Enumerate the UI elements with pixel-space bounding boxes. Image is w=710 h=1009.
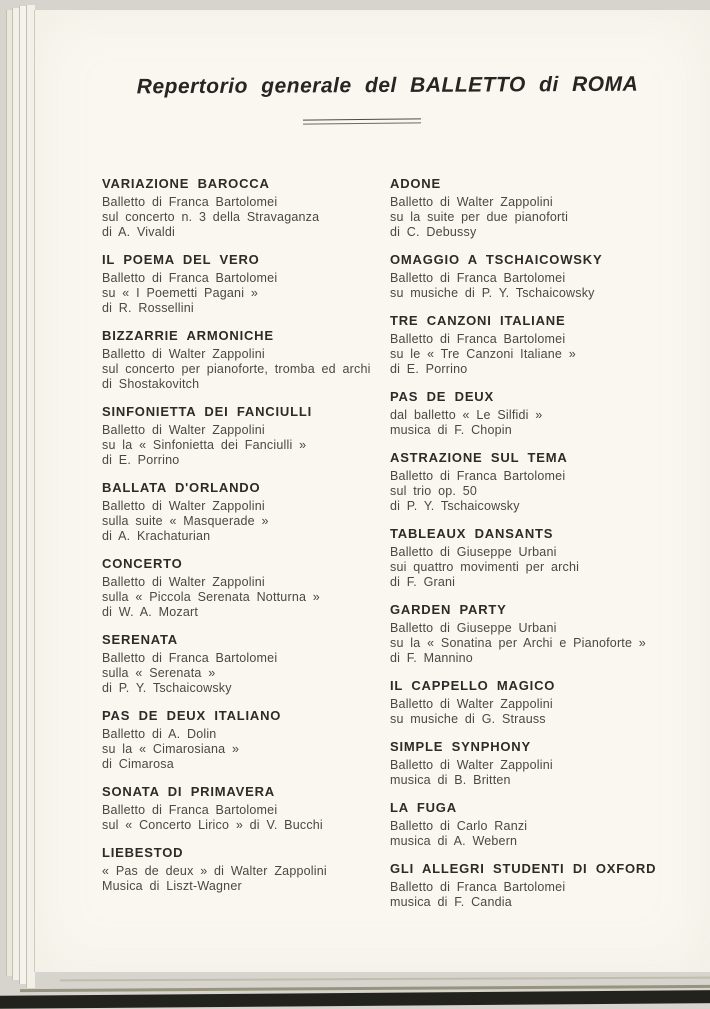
entry-line: sul concerto n. 3 della Stravaganza <box>102 210 320 224</box>
entry-lines <box>390 819 702 849</box>
repertoire-entry <box>102 845 390 894</box>
entry-line: sulla suite « Masquerade » <box>102 514 269 528</box>
entry-line: sul trio op. 50 <box>390 484 478 498</box>
entry-title: VARIAZIONE BAROCCA <box>102 176 270 191</box>
entry-line: Balletto di Giuseppe Urbani <box>390 621 557 635</box>
entry-line: su la « Cimarosiana » <box>102 742 240 756</box>
entry-line: su la « Sonatina per Archi e Pianoforte » <box>390 636 646 650</box>
entry-line: di A. Krachaturian <box>102 529 211 543</box>
repertoire-entry <box>390 176 702 240</box>
repertoire-entry <box>102 784 390 833</box>
entry-line: di C. Debussy <box>390 225 477 239</box>
document-page <box>34 10 710 972</box>
repertoire-columns <box>102 176 702 922</box>
entry-title: OMAGGIO A TSCHAICOWSKY <box>390 252 603 267</box>
repertoire-entry <box>102 480 390 544</box>
entry-line: Balletto di Franca Bartolomei <box>102 651 278 665</box>
repertoire-entry <box>102 328 390 392</box>
entry-line: di W. A. Mozart <box>102 605 199 619</box>
entry-lines <box>102 195 390 240</box>
entry-line: Balletto di Walter Zappolini <box>390 758 553 772</box>
entry-lines <box>102 347 390 392</box>
entry-lines <box>390 271 702 301</box>
entry-line: di A. Vivaldi <box>102 225 175 239</box>
repertoire-entry <box>102 252 390 316</box>
repertoire-entry <box>102 176 390 240</box>
entry-line: Balletto di Carlo Ranzi <box>390 819 528 833</box>
entry-line: Balletto di Franca Bartolomei <box>102 271 278 285</box>
entry-title: PAS DE DEUX <box>390 389 494 404</box>
entry-line: Balletto di Walter Zappolini <box>102 575 265 589</box>
repertoire-entry <box>102 708 390 772</box>
entry-title: LA FUGA <box>390 800 457 815</box>
repertoire-entry <box>102 404 390 468</box>
entry-line: musica di F. Candia <box>390 895 512 909</box>
entry-line: sulla « Serenata » <box>102 666 216 680</box>
repertoire-entry <box>390 389 702 438</box>
repertoire-entry <box>390 678 702 727</box>
repertoire-entry <box>102 632 390 696</box>
entry-line: sul « Concerto Lirico » di V. Bucchi <box>102 818 323 832</box>
entry-line: musica di A. Webern <box>390 834 518 848</box>
entry-lines <box>102 727 390 772</box>
repertoire-entry <box>390 526 702 590</box>
repertoire-entry <box>390 800 702 849</box>
entry-line: Balletto di Walter Zappolini <box>102 347 265 361</box>
entry-line: su la suite per due pianoforti <box>390 210 569 224</box>
entry-line: di E. Porrino <box>390 362 468 376</box>
entry-lines <box>390 621 702 666</box>
entry-line: Musica di Liszt-Wagner <box>102 879 242 893</box>
entry-line: Balletto di Walter Zappolini <box>102 499 265 513</box>
entry-title: CONCERTO <box>102 556 183 571</box>
repertoire-entry <box>390 450 702 514</box>
entry-lines <box>390 880 702 910</box>
entry-title: IL POEMA DEL VERO <box>102 252 260 267</box>
entry-line: Balletto di Franca Bartolomei <box>390 469 566 483</box>
entry-line: su le « Tre Canzoni Italiane » <box>390 347 576 361</box>
entry-title: GLI ALLEGRI STUDENTI DI OXFORD <box>390 861 657 876</box>
entry-line: sul concerto per pianoforte, tromba ed archi <box>102 362 371 376</box>
entry-line: Balletto di A. Dolin <box>102 727 217 741</box>
entry-lines <box>390 408 702 438</box>
entry-line: sulla « Piccola Serenata Notturna » <box>102 590 320 604</box>
entry-line: musica di F. Chopin <box>390 423 512 437</box>
entry-lines <box>390 697 702 727</box>
entry-lines <box>390 758 702 788</box>
entry-title: TRE CANZONI ITALIANE <box>390 313 566 328</box>
entry-title: IL CAPPELLO MAGICO <box>390 678 556 693</box>
repertoire-entry <box>390 861 702 910</box>
entry-lines <box>102 423 390 468</box>
entry-line: di E. Porrino <box>102 453 180 467</box>
column-left <box>102 176 390 922</box>
entry-title: SERENATA <box>102 632 178 647</box>
page-title: Repertorio generale del BALLETTO di ROMA <box>136 72 639 99</box>
entry-line: musica di B. Britten <box>390 773 511 787</box>
entry-line: Balletto di Franca Bartolomei <box>102 195 278 209</box>
entry-line: su musiche di G. Strauss <box>390 712 546 726</box>
entry-line: di F. Mannino <box>390 651 473 665</box>
entry-line: Balletto di Franca Bartolomei <box>390 880 566 894</box>
entry-line: di P. Y. Tschaicowsky <box>390 499 520 513</box>
entry-lines <box>102 651 390 696</box>
repertoire-entry <box>102 556 390 620</box>
entry-lines <box>102 575 390 620</box>
entry-lines <box>390 332 702 377</box>
entry-line: Balletto di Franca Bartolomei <box>390 332 566 346</box>
entry-line: di R. Rossellini <box>102 301 194 315</box>
entry-lines <box>102 271 390 316</box>
entry-line: dal balletto « Le Silfidi » <box>390 408 543 422</box>
entry-title: BALLATA D'ORLANDO <box>102 480 261 495</box>
repertoire-entry <box>390 252 702 301</box>
title-rule <box>302 118 420 124</box>
entry-title: SIMPLE SYNPHONY <box>390 739 531 754</box>
repertoire-entry <box>390 739 702 788</box>
entry-title: GARDEN PARTY <box>390 602 507 617</box>
entry-line: Balletto di Franca Bartolomei <box>102 803 278 817</box>
entry-line: su musiche di P. Y. Tschaicowsky <box>390 286 595 300</box>
entry-title: SINFONIETTA DEI FANCIULLI <box>102 404 312 419</box>
entry-line: sui quattro movimenti per archi <box>390 560 580 574</box>
entry-lines <box>390 469 702 514</box>
entry-line: di P. Y. Tschaicowsky <box>102 681 232 695</box>
page-edge-line <box>60 977 710 982</box>
entry-line: Balletto di Walter Zappolini <box>390 195 553 209</box>
entry-line: di F. Grani <box>390 575 456 589</box>
entry-lines <box>102 499 390 544</box>
entry-title: ASTRAZIONE SUL TEMA <box>390 450 568 465</box>
entry-title: BIZZARRIE ARMONICHE <box>102 328 274 343</box>
entry-lines <box>102 803 390 833</box>
entry-lines <box>390 545 702 590</box>
entry-line: di Cimarosa <box>102 757 174 771</box>
repertoire-entry <box>390 602 702 666</box>
entry-lines <box>102 864 390 894</box>
entry-line: su la « Sinfonietta dei Fanciulli » <box>102 438 307 452</box>
repertoire-entry <box>390 313 702 377</box>
entry-title: ADONE <box>390 176 441 191</box>
entry-line: su « I Poemetti Pagani » <box>102 286 258 300</box>
entry-line: « Pas de deux » di Walter Zappolini <box>102 864 327 878</box>
entry-title: PAS DE DEUX ITALIANO <box>102 708 282 723</box>
entry-title: TABLEAUX DANSANTS <box>390 526 554 541</box>
entry-line: di Shostakovitch <box>102 377 200 391</box>
entry-line: Balletto di Walter Zappolini <box>390 697 553 711</box>
entry-title: LIEBESTOD <box>102 845 184 860</box>
entry-line: Balletto di Franca Bartolomei <box>390 271 566 285</box>
entry-line: Balletto di Walter Zappolini <box>102 423 265 437</box>
entry-title: SONATA DI PRIMAVERA <box>102 784 275 799</box>
entry-lines <box>390 195 702 240</box>
column-right <box>390 176 702 922</box>
entry-line: Balletto di Giuseppe Urbani <box>390 545 557 559</box>
